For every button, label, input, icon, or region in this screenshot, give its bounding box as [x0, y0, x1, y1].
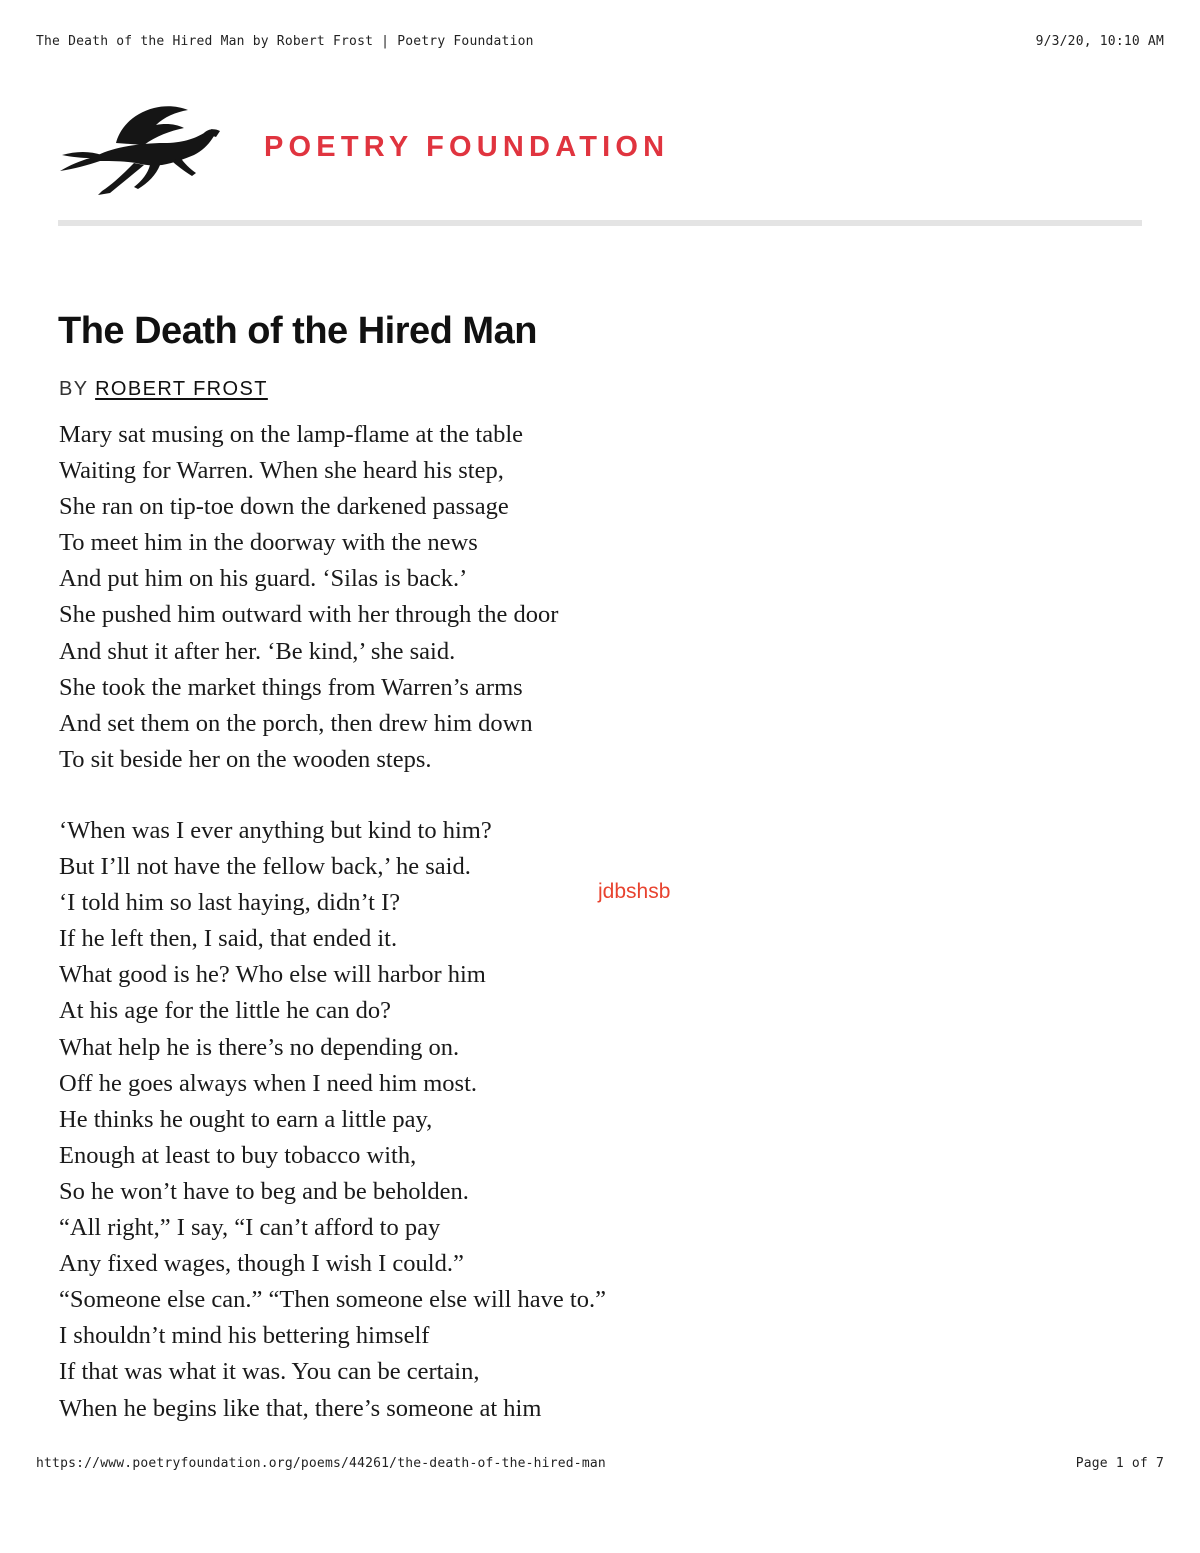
poem-line: And shut it after her. ‘Be kind,’ she said. — [59, 637, 456, 665]
byline — [59, 378, 268, 401]
poem-line: To meet him in the doorway with the news — [59, 529, 478, 557]
poem-line: What help he is there’s no depending on. — [59, 1033, 460, 1061]
poem-line: Mary sat musing on the lamp-flame at the table — [59, 421, 524, 448]
handwritten-annotation: jdbshsb — [598, 880, 671, 903]
poem-line: What good is he? Who else will harbor him — [59, 961, 486, 989]
poem-line: She took the market things from Warren’s arms — [59, 673, 523, 701]
poem-line: If that was what it was. You can be certain, — [59, 1358, 480, 1386]
poem-line: Enough at least to buy tobacco with, — [59, 1141, 417, 1169]
poem-line: “All right,” I say, “I can’t afford to pay — [59, 1214, 441, 1242]
poem-line: If he left then, I said, that ended it. — [59, 925, 398, 953]
poem-line: So he won’t have to beg and be beholden. — [59, 1177, 469, 1205]
poem-line: “Someone else can.” “Then someone else will have to.” — [59, 1286, 606, 1314]
pegasus-icon — [58, 103, 220, 197]
by-label: BY — [59, 378, 89, 400]
print-footer — [36, 1456, 1164, 1471]
poem-line: To sit beside her on the wooden steps. — [59, 745, 432, 773]
poem-line: I shouldn’t mind his bettering himself — [59, 1322, 430, 1350]
site-logo[interactable] — [58, 100, 669, 200]
brand-wordmark: POETRY FOUNDATION — [264, 130, 670, 163]
author-link[interactable]: ROBERT FROST — [95, 378, 268, 400]
poem-line: Any fixed wages, though I wish I could.” — [59, 1250, 464, 1278]
poem-line: And set them on the porch, then drew him down — [59, 709, 533, 737]
print-header — [36, 34, 1164, 49]
print-url: https://www.poetryfoundation.org/poems/44261/the-death-of-the-hired-man — [36, 1456, 606, 1471]
poem-title: The Death of the Hired Man — [58, 310, 537, 352]
poem-line: He thinks he ought to earn a little pay, — [59, 1105, 433, 1133]
poem-line: When he begins like that, there’s someone at him — [59, 1394, 542, 1422]
poem-line: At his age for the little he can do? — [59, 997, 391, 1025]
stanza-2 — [59, 813, 606, 1427]
print-datetime: 9/3/20, 10:10 AM — [1035, 34, 1164, 49]
poem-line: Off he goes always when I need him most. — [59, 1069, 477, 1097]
header-divider — [58, 220, 1142, 226]
poem-line: Waiting for Warren. When she heard his step, — [59, 457, 504, 485]
poem-line: And put him on his guard. ‘Silas is back.’ — [59, 565, 468, 593]
poem-line: ‘When was I ever anything but kind to him? — [59, 817, 492, 844]
poem-line: ‘I told him so last haying, didn’t I? — [59, 889, 401, 917]
poem-line: She pushed him outward with her through the door — [59, 601, 559, 629]
poem-line: But I’ll not have the fellow back,’ he said. — [59, 853, 471, 881]
stanza-1 — [59, 417, 558, 778]
print-page-number: Page 1 of 7 — [1075, 1456, 1164, 1471]
poem-line: She ran on tip-toe down the darkened passage — [59, 493, 509, 521]
print-page-title: The Death of the Hired Man by Robert Frost | Poetry Foundation — [36, 34, 534, 49]
